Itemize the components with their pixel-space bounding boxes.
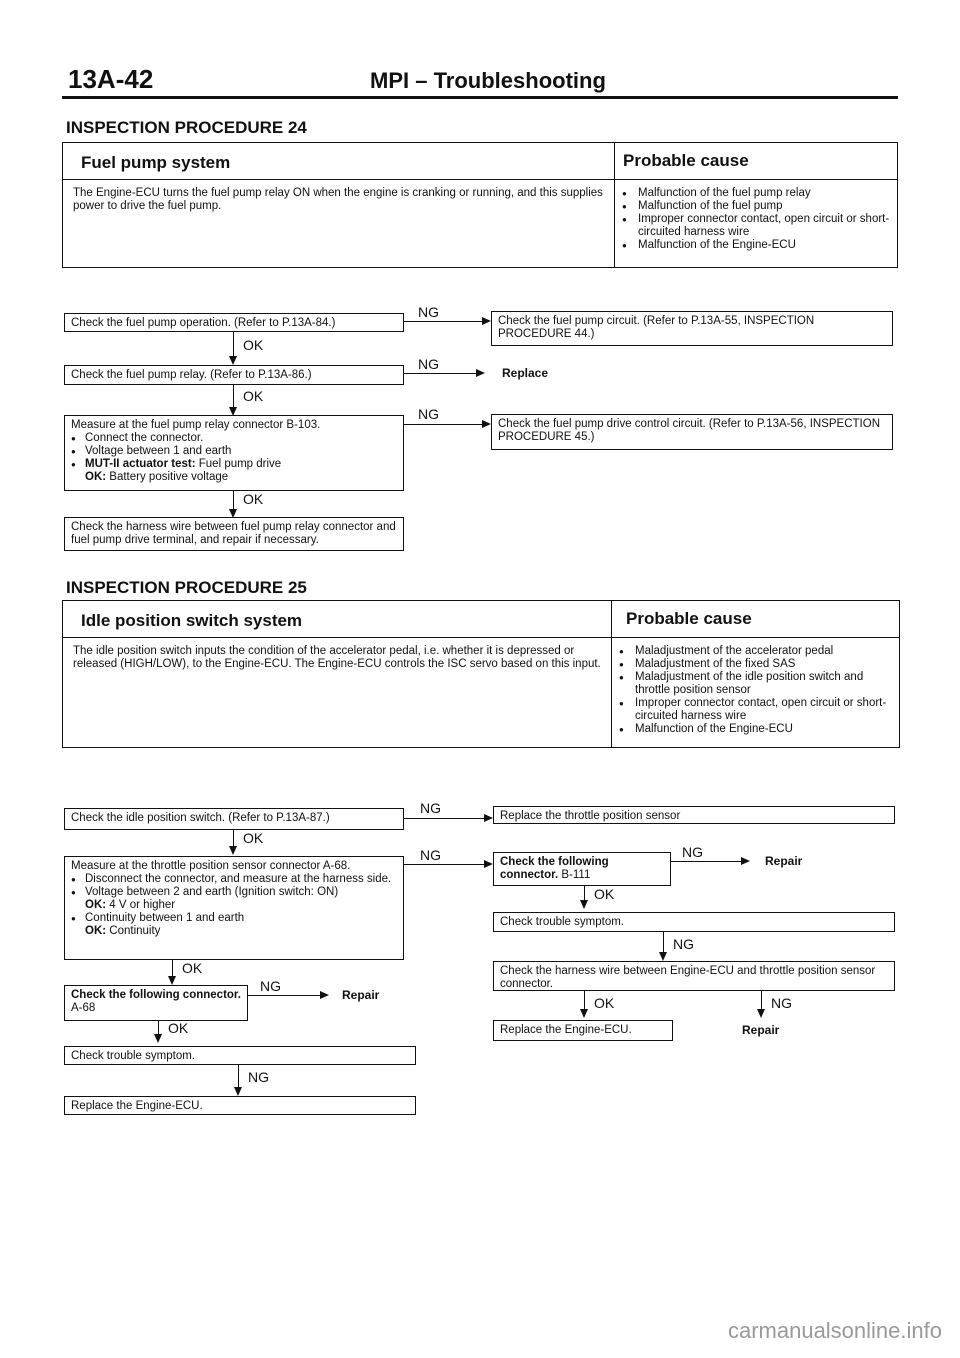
connector-id: B-111: [561, 869, 591, 881]
cause-table-25: [62, 600, 900, 748]
ok-criteria-label: OK:: [85, 925, 107, 937]
cause-item: ● Maladjustment of the accelerator pedal: [615, 645, 895, 658]
arrow-down-icon: [229, 356, 237, 365]
table-head-system: Idle position switch system: [81, 611, 303, 630]
procedure-24-title: INSPECTION PROCEDURE 24: [66, 118, 307, 137]
flow-result-repair: Repair: [342, 988, 380, 1002]
ok-criteria: [71, 899, 397, 912]
step-heading: Measure at the fuel pump relay connector B-103.: [71, 419, 321, 431]
arrow-down-icon: [580, 1009, 588, 1018]
ng-label: NG: [673, 936, 694, 952]
mut-value: Fuel pump drive: [198, 458, 282, 470]
arrow-down-icon: [234, 1087, 242, 1096]
system-description: The Engine-ECU turns the fuel pump relay ON when the engine is cranking or running, and this supplies power to drive the fuel pump.: [73, 187, 603, 212]
arrow-down-icon: [229, 846, 237, 855]
flow-step-check-connector-b111: [493, 852, 671, 886]
flow-result-replace: Replace: [502, 366, 549, 380]
connector-line: [158, 1021, 159, 1035]
ok-criteria-value: Battery positive voltage: [109, 471, 229, 483]
connector-line: [404, 424, 482, 425]
ok-criteria: [71, 925, 397, 938]
flow-step-replace-ecu: Replace the Engine-ECU.: [493, 1020, 673, 1041]
flow-result-repair: Repair: [765, 854, 803, 868]
mut-label: MUT-II actuator test:: [85, 458, 196, 470]
cause-item: ● Maladjustment of the fixed SAS: [615, 658, 895, 671]
step-item: ● Disconnect the connector, and measure at the harness side.: [71, 873, 397, 886]
step-item: ● Continuity between 1 and earth: [71, 912, 397, 925]
connector-line: [584, 991, 585, 1009]
ng-label: NG: [420, 847, 441, 863]
cause-list: [615, 645, 895, 736]
procedure-25-title: INSPECTION PROCEDURE 25: [66, 578, 307, 597]
arrow-right-icon: [482, 317, 491, 325]
step-item: ● Connect the connector.: [71, 432, 397, 445]
arrow-right-icon: [320, 991, 329, 999]
flow-step-check-trouble-symptom: Check trouble symptom.: [64, 1046, 416, 1065]
cause-item: ● Malfunction of the Engine-ECU: [615, 723, 895, 736]
connector-line: [584, 886, 585, 900]
cause-table-24: [62, 142, 898, 268]
connector-line: [663, 932, 664, 952]
watermark: carmanualsonline.info: [727, 1318, 942, 1343]
ng-label: NG: [682, 844, 703, 860]
flow-step-fuel-pump-operation: Check the fuel pump operation. (Refer to P.13A-84.): [64, 313, 404, 332]
cause-item: ● Malfunction of the fuel pump relay: [618, 187, 894, 200]
ng-label: NG: [420, 800, 441, 816]
arrow-down-icon: [168, 976, 176, 985]
ok-criteria-label: OK:: [85, 899, 107, 911]
flow-step-harness-wire: Check the harness wire between fuel pump relay connector and fuel pump drive terminal, and repair if necessary.: [64, 517, 404, 551]
page-title: MPI – Troubleshooting: [370, 68, 606, 93]
ok-criteria-label: OK:: [85, 471, 107, 483]
step-item: [71, 458, 397, 471]
table-divider: [63, 637, 899, 638]
flow-step-measure-relay-connector: [64, 415, 404, 491]
flow-step-check-connector-a68: [64, 985, 248, 1021]
flow-step-measure-throttle-connector: [64, 856, 404, 960]
ng-label: NG: [260, 978, 281, 994]
connector-line: [248, 995, 320, 996]
ok-label: OK: [594, 886, 615, 902]
ok-label: OK: [243, 491, 264, 507]
ng-label: NG: [418, 406, 439, 422]
ng-label: NG: [418, 304, 439, 320]
flow-result-fuel-pump-circuit: Check the fuel pump circuit. (Refer to P.13A-55, INSPECTION PROCEDURE 44.): [491, 311, 893, 346]
connector-line: [233, 332, 234, 356]
ok-label: OK: [243, 337, 264, 353]
arrow-down-icon: [659, 952, 667, 961]
table-divider: [63, 179, 897, 180]
ok-label: OK: [243, 388, 264, 404]
connector-line: [238, 1065, 239, 1087]
ok-label: OK: [168, 1020, 189, 1036]
connector-line: [172, 960, 173, 976]
flow-result-repair: Repair: [742, 1023, 780, 1037]
table-head-cause: Probable cause: [626, 609, 752, 628]
connector-line: [233, 491, 234, 509]
system-description: The idle position switch inputs the condition of the accelerator pedal, i.e. whether it is depressed or released (HIGH/LOW), to the Engine-ECU. The Engine-ECU controls the ISC servo based on this input.: [73, 645, 601, 670]
flow-step-fuel-pump-relay: Check the fuel pump relay. (Refer to P.13A-86.): [64, 365, 404, 385]
ng-label: NG: [418, 356, 439, 372]
table-head-cause: Probable cause: [623, 151, 749, 170]
page-number: 13A-42: [68, 64, 154, 94]
flow-result-drive-control-circuit: Check the fuel pump drive control circuit. (Refer to P.13A-56, INSPECTION PROCEDURE 45.): [491, 414, 893, 450]
arrow-right-icon: [476, 369, 485, 377]
flow-step-idle-position-switch: Check the idle position switch. (Refer to P.13A-87.): [64, 808, 404, 830]
connector-line: [404, 864, 484, 865]
step-item: ● Voltage between 1 and earth: [71, 445, 397, 458]
connector-check-label: Check the following connector.: [500, 856, 609, 881]
flow-result-replace-throttle-sensor: Replace the throttle position sensor: [493, 806, 895, 824]
connector-line: [404, 373, 476, 374]
ok-criteria: [71, 471, 397, 484]
cause-item: ● Malfunction of the Engine-ECU: [618, 239, 894, 252]
connector-line: [233, 385, 234, 407]
header-rule: [62, 96, 898, 99]
connector-line: [671, 861, 741, 862]
connector-line: [404, 818, 484, 819]
table-divider: [614, 143, 615, 267]
arrow-down-icon: [154, 1034, 162, 1043]
arrow-right-icon: [484, 860, 493, 868]
ng-label: NG: [771, 995, 792, 1011]
arrow-right-icon: [482, 420, 491, 428]
connector-line: [404, 321, 482, 322]
connector-line: [761, 991, 762, 1009]
cause-list: [618, 187, 894, 252]
step-item: ● Voltage between 2 and earth (Ignition switch: ON): [71, 886, 397, 899]
ok-label: OK: [182, 960, 203, 976]
ng-label: NG: [248, 1069, 269, 1085]
flow-step-check-harness-ecu-throttle: Check the harness wire between Engine-ECU and throttle position sensor connector.: [493, 961, 895, 991]
arrow-right-icon: [484, 814, 493, 822]
arrow-right-icon: [741, 857, 750, 865]
arrow-down-icon: [580, 900, 588, 909]
cause-item: ● Improper connector contact, open circuit or short-circuited harness wire: [615, 697, 895, 723]
ok-criteria-value: 4 V or higher: [109, 899, 176, 911]
connector-check-label: Check the following connector.: [71, 989, 241, 1001]
table-head-system: Fuel pump system: [81, 153, 231, 172]
flow-step-check-trouble-symptom: Check trouble symptom.: [493, 912, 895, 932]
arrow-down-icon: [757, 1009, 765, 1018]
ok-label: OK: [594, 995, 615, 1011]
connector-id: A-68: [71, 1002, 96, 1014]
cause-item: ● Improper connector contact, open circuit or short-circuited harness wire: [618, 213, 894, 239]
cause-item: ● Maladjustment of the idle position switch and throttle position sensor: [615, 671, 895, 697]
cause-item: ● Malfunction of the fuel pump: [618, 200, 894, 213]
table-divider: [611, 601, 612, 747]
ok-criteria-value: Continuity: [109, 925, 161, 937]
flow-step-replace-ecu: Replace the Engine-ECU.: [64, 1096, 416, 1115]
ok-label: OK: [243, 830, 264, 846]
step-heading: Measure at the throttle position sensor connector A-68.: [71, 860, 351, 872]
